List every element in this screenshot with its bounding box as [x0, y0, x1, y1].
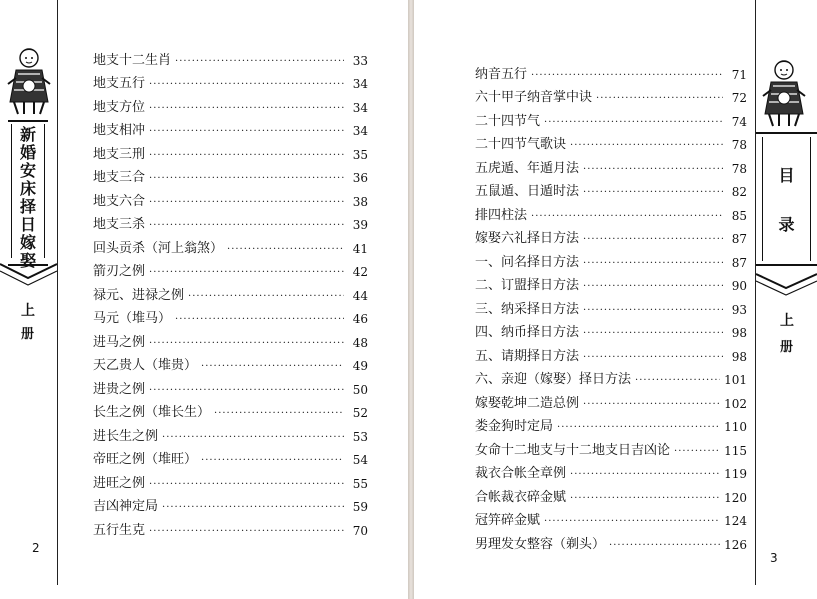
toc-entry-page: 98 [731, 349, 747, 364]
toc-entry [475, 530, 747, 554]
toc-entry-title: 三、纳采择日方法 [475, 301, 580, 317]
toc-entry-page: 124 [724, 514, 747, 528]
toc-entry [475, 272, 747, 296]
toc-entry-page: 85 [731, 208, 747, 223]
toc-entry [475, 154, 747, 178]
toc-entry [475, 483, 747, 507]
title-char: 婚 [19, 143, 36, 162]
toc-leader-dots [583, 232, 723, 248]
toc-entry-title: 地支方位 [93, 99, 146, 115]
title-char: 安 [19, 161, 36, 180]
toc-entry-title: 地支相冲 [93, 123, 146, 138]
toc-entry-title: 马元（堆马） [93, 311, 172, 326]
toc-leader-dots [583, 162, 723, 178]
toc-entry [93, 234, 368, 258]
toc-leader-dots [583, 303, 723, 319]
toc-leader-dots [635, 373, 720, 389]
chevron-divider-icon [0, 262, 57, 292]
toc-entry-title: 进马之例 [93, 334, 146, 350]
toc-entry [93, 305, 368, 329]
toc-entry [475, 460, 747, 484]
toc-entry-title: 五鼠遁、日遁时法 [475, 184, 580, 199]
toc-entry-page: 33 [352, 53, 368, 68]
toc-entry-page: 126 [724, 537, 747, 552]
toc-leader-dots [544, 514, 720, 530]
toc-entry-title: 男理发女整容（剃头） [475, 536, 606, 552]
toc-entry-page: 36 [352, 171, 368, 185]
toc-leader-dots [583, 326, 723, 342]
toc-leader-dots [149, 171, 344, 187]
toc-entry [475, 436, 747, 460]
toc-entry-page: 102 [724, 396, 747, 411]
title-char: 日 [19, 215, 36, 234]
volume-label: 册 [21, 327, 35, 342]
toc-entry [475, 225, 747, 249]
toc-entry-page: 87 [731, 232, 747, 246]
toc-entry-title: 女命十二地支与十二地支日吉凶论 [475, 442, 671, 458]
toc-entry-title: 六、亲迎（嫁娶）择日方法 [475, 372, 632, 387]
toc-entry [475, 366, 747, 390]
toc-leader-dots [149, 524, 344, 540]
toc-entry-page: 74 [731, 114, 747, 129]
toc-entry-title: 嫁娶六礼择日方法 [475, 231, 580, 246]
toc-entry-page: 98 [731, 326, 747, 340]
toc-leader-dots [570, 138, 723, 154]
toc-entry-page: 87 [731, 255, 747, 270]
toc-entry-page: 38 [352, 194, 368, 209]
toc-entry-page: 53 [352, 429, 368, 444]
toc-entry-title: 六十甲子纳音掌中诀 [475, 90, 593, 105]
toc-entry-title: 吉凶神定局 [93, 499, 159, 514]
toc-entry-page: 54 [352, 453, 368, 467]
toc-entry [475, 131, 747, 155]
toc-entry-title: 二、订盟择日方法 [475, 278, 580, 293]
toc-leader-dots [149, 195, 344, 211]
title-char: 择 [19, 197, 36, 216]
toc-entry-page: 34 [352, 77, 368, 91]
volume-label: 上 [21, 303, 35, 319]
left-margin-rule [57, 0, 58, 585]
toc-entry-page: 44 [352, 288, 368, 303]
toc-entry-title: 五行生克 [93, 522, 146, 538]
toc-entry [93, 281, 368, 305]
toc-entry-page: 49 [352, 359, 368, 373]
toc-leader-dots [557, 420, 720, 436]
toc-entry [475, 295, 747, 319]
volume-label: 上 [780, 313, 794, 329]
toc-leader-dots [162, 430, 344, 446]
toc-entry [475, 507, 747, 531]
toc-leader-dots [583, 397, 720, 413]
toc-entry [93, 46, 368, 70]
toc-entry [93, 258, 368, 282]
toc-entry [475, 248, 747, 272]
toc-entry [93, 493, 368, 517]
right-page [414, 0, 817, 599]
toc-leader-dots [201, 359, 344, 375]
toc-entry [93, 187, 368, 211]
toc-entry-title: 五、请期择日方法 [475, 348, 580, 364]
toc-entry [93, 140, 368, 164]
toc-leader-dots [531, 209, 723, 225]
title-char: 新 [19, 125, 36, 144]
toc-entry [475, 201, 747, 225]
toc-entry [475, 84, 747, 108]
toc-entry [475, 319, 747, 343]
toc-entry-page: 34 [352, 100, 368, 115]
toc-entry-page: 42 [352, 265, 368, 279]
table-of-contents-right [475, 60, 747, 554]
volume-label: 册 [780, 340, 794, 355]
toc-entry-page: 72 [731, 91, 747, 105]
toc-entry-title: 进贵之例 [93, 381, 146, 397]
left-page [0, 0, 408, 599]
toc-leader-dots [162, 500, 344, 516]
toc-entry-page: 55 [352, 476, 368, 491]
toc-entry-title: 二十四节气歌诀 [475, 137, 567, 152]
contents-heading-box [756, 132, 817, 266]
toc-leader-dots [175, 54, 344, 70]
toc-entry-page: 101 [724, 373, 747, 387]
toc-entry [93, 70, 368, 94]
toc-entry-title: 帝旺之例（堆旺） [93, 452, 198, 467]
toc-leader-dots [149, 265, 344, 281]
toc-entry-title: 合帐裁衣碎金赋 [475, 489, 567, 505]
toc-leader-dots [570, 491, 720, 507]
toc-leader-dots [149, 148, 344, 164]
toc-entry [475, 342, 747, 366]
toc-leader-dots [175, 312, 344, 328]
toc-entry-page: 48 [352, 335, 368, 350]
child-figure-illustration [759, 56, 809, 128]
toc-entry [93, 375, 368, 399]
toc-entry-title: 天乙贵人（堆贵） [93, 358, 198, 373]
toc-leader-dots [583, 256, 723, 272]
toc-entry-title: 地支三杀 [93, 217, 146, 232]
toc-entry-page: 35 [352, 147, 368, 162]
toc-entry [93, 399, 368, 423]
toc-entry-title: 回头贡杀（河上翁煞） [93, 240, 224, 256]
toc-entry-title: 地支三刑 [93, 146, 146, 162]
toc-entry-page: 41 [352, 241, 368, 256]
toc-leader-dots [149, 218, 344, 234]
toc-entry-title: 地支三合 [93, 170, 146, 185]
page-number: 2 [32, 541, 40, 555]
toc-entry-page: 70 [352, 523, 368, 538]
toc-entry [93, 446, 368, 470]
toc-entry-title: 地支五行 [93, 76, 146, 91]
toc-leader-dots [149, 336, 344, 352]
title-char: 床 [19, 179, 36, 198]
toc-leader-dots [149, 124, 344, 140]
toc-entry-title: 纳音五行 [475, 66, 528, 82]
toc-entry-page: 110 [724, 420, 747, 434]
toc-entry [93, 164, 368, 188]
toc-leader-dots [570, 467, 720, 483]
toc-entry-page: 82 [731, 185, 747, 199]
toc-entry-title: 地支十二生肖 [93, 52, 172, 68]
toc-entry-page: 46 [352, 312, 368, 326]
toc-entry [93, 93, 368, 117]
toc-leader-dots [201, 453, 344, 469]
toc-leader-dots [149, 101, 344, 117]
toc-leader-dots [188, 289, 344, 305]
title-char: 娶 [19, 251, 36, 270]
toc-leader-dots [227, 242, 344, 258]
toc-leader-dots [214, 406, 344, 422]
toc-entry [93, 211, 368, 235]
toc-entry-page: 90 [731, 279, 747, 293]
toc-entry-title: 娄金狗时定局 [475, 419, 554, 434]
toc-entry [93, 328, 368, 352]
toc-entry-page: 50 [352, 382, 368, 397]
toc-entry-title: 地支六合 [93, 193, 146, 209]
page-number: 3 [770, 551, 778, 565]
toc-entry-page: 115 [724, 443, 747, 458]
contents-heading-char: 录 [778, 215, 795, 234]
toc-leader-dots [609, 538, 720, 554]
toc-entry-title: 一、问名择日方法 [475, 254, 580, 270]
toc-leader-dots [583, 350, 723, 366]
toc-entry-title: 箭刃之例 [93, 264, 146, 279]
toc-entry-title: 四、纳币择日方法 [475, 325, 580, 340]
toc-entry [93, 117, 368, 141]
toc-entry-page: 34 [352, 124, 368, 138]
toc-entry [475, 107, 747, 131]
chevron-divider-icon [756, 272, 817, 302]
toc-entry-title: 五虎遁、年遁月法 [475, 160, 580, 176]
toc-entry [475, 178, 747, 202]
toc-entry [93, 422, 368, 446]
contents-heading-char: 目 [778, 166, 795, 185]
toc-entry-page: 52 [352, 406, 368, 420]
toc-leader-dots [531, 68, 723, 84]
toc-entry-title: 进旺之例 [93, 475, 146, 491]
toc-leader-dots [149, 77, 344, 93]
toc-entry-page: 78 [731, 138, 747, 152]
table-of-contents-left [93, 46, 368, 540]
toc-entry-page: 78 [731, 161, 747, 176]
toc-entry [475, 389, 747, 413]
toc-entry [475, 413, 747, 437]
toc-entry-title: 嫁娶乾坤二造总例 [475, 395, 580, 411]
book-title-vertical [8, 120, 48, 270]
child-figure-illustration [4, 44, 54, 116]
title-char: 嫁 [19, 233, 36, 252]
toc-entry [475, 60, 747, 84]
toc-entry-page: 119 [724, 467, 747, 481]
toc-leader-dots [583, 185, 723, 201]
toc-entry-page: 71 [731, 67, 747, 82]
toc-entry [93, 352, 368, 376]
toc-entry-page: 120 [724, 490, 747, 505]
toc-entry-title: 裁衣合帐全章例 [475, 466, 567, 481]
toc-leader-dots [544, 115, 723, 131]
toc-leader-dots [149, 477, 344, 493]
toc-entry-title: 进长生之例 [93, 428, 159, 444]
toc-leader-dots [583, 279, 723, 295]
toc-entry-page: 39 [352, 218, 368, 232]
toc-entry-title: 二十四节气 [475, 113, 541, 129]
toc-entry-title: 长生之例（堆长生） [93, 405, 211, 420]
toc-entry-page: 59 [352, 500, 368, 514]
toc-entry-title: 排四柱法 [475, 207, 528, 223]
toc-entry [93, 469, 368, 493]
toc-leader-dots [149, 383, 344, 399]
toc-entry-title: 禄元、进禄之例 [93, 287, 185, 303]
toc-entry-page: 93 [731, 302, 747, 317]
toc-leader-dots [596, 91, 723, 107]
toc-entry [93, 516, 368, 540]
toc-leader-dots [674, 444, 720, 460]
toc-entry-title: 冠笄碎金赋 [475, 513, 541, 528]
